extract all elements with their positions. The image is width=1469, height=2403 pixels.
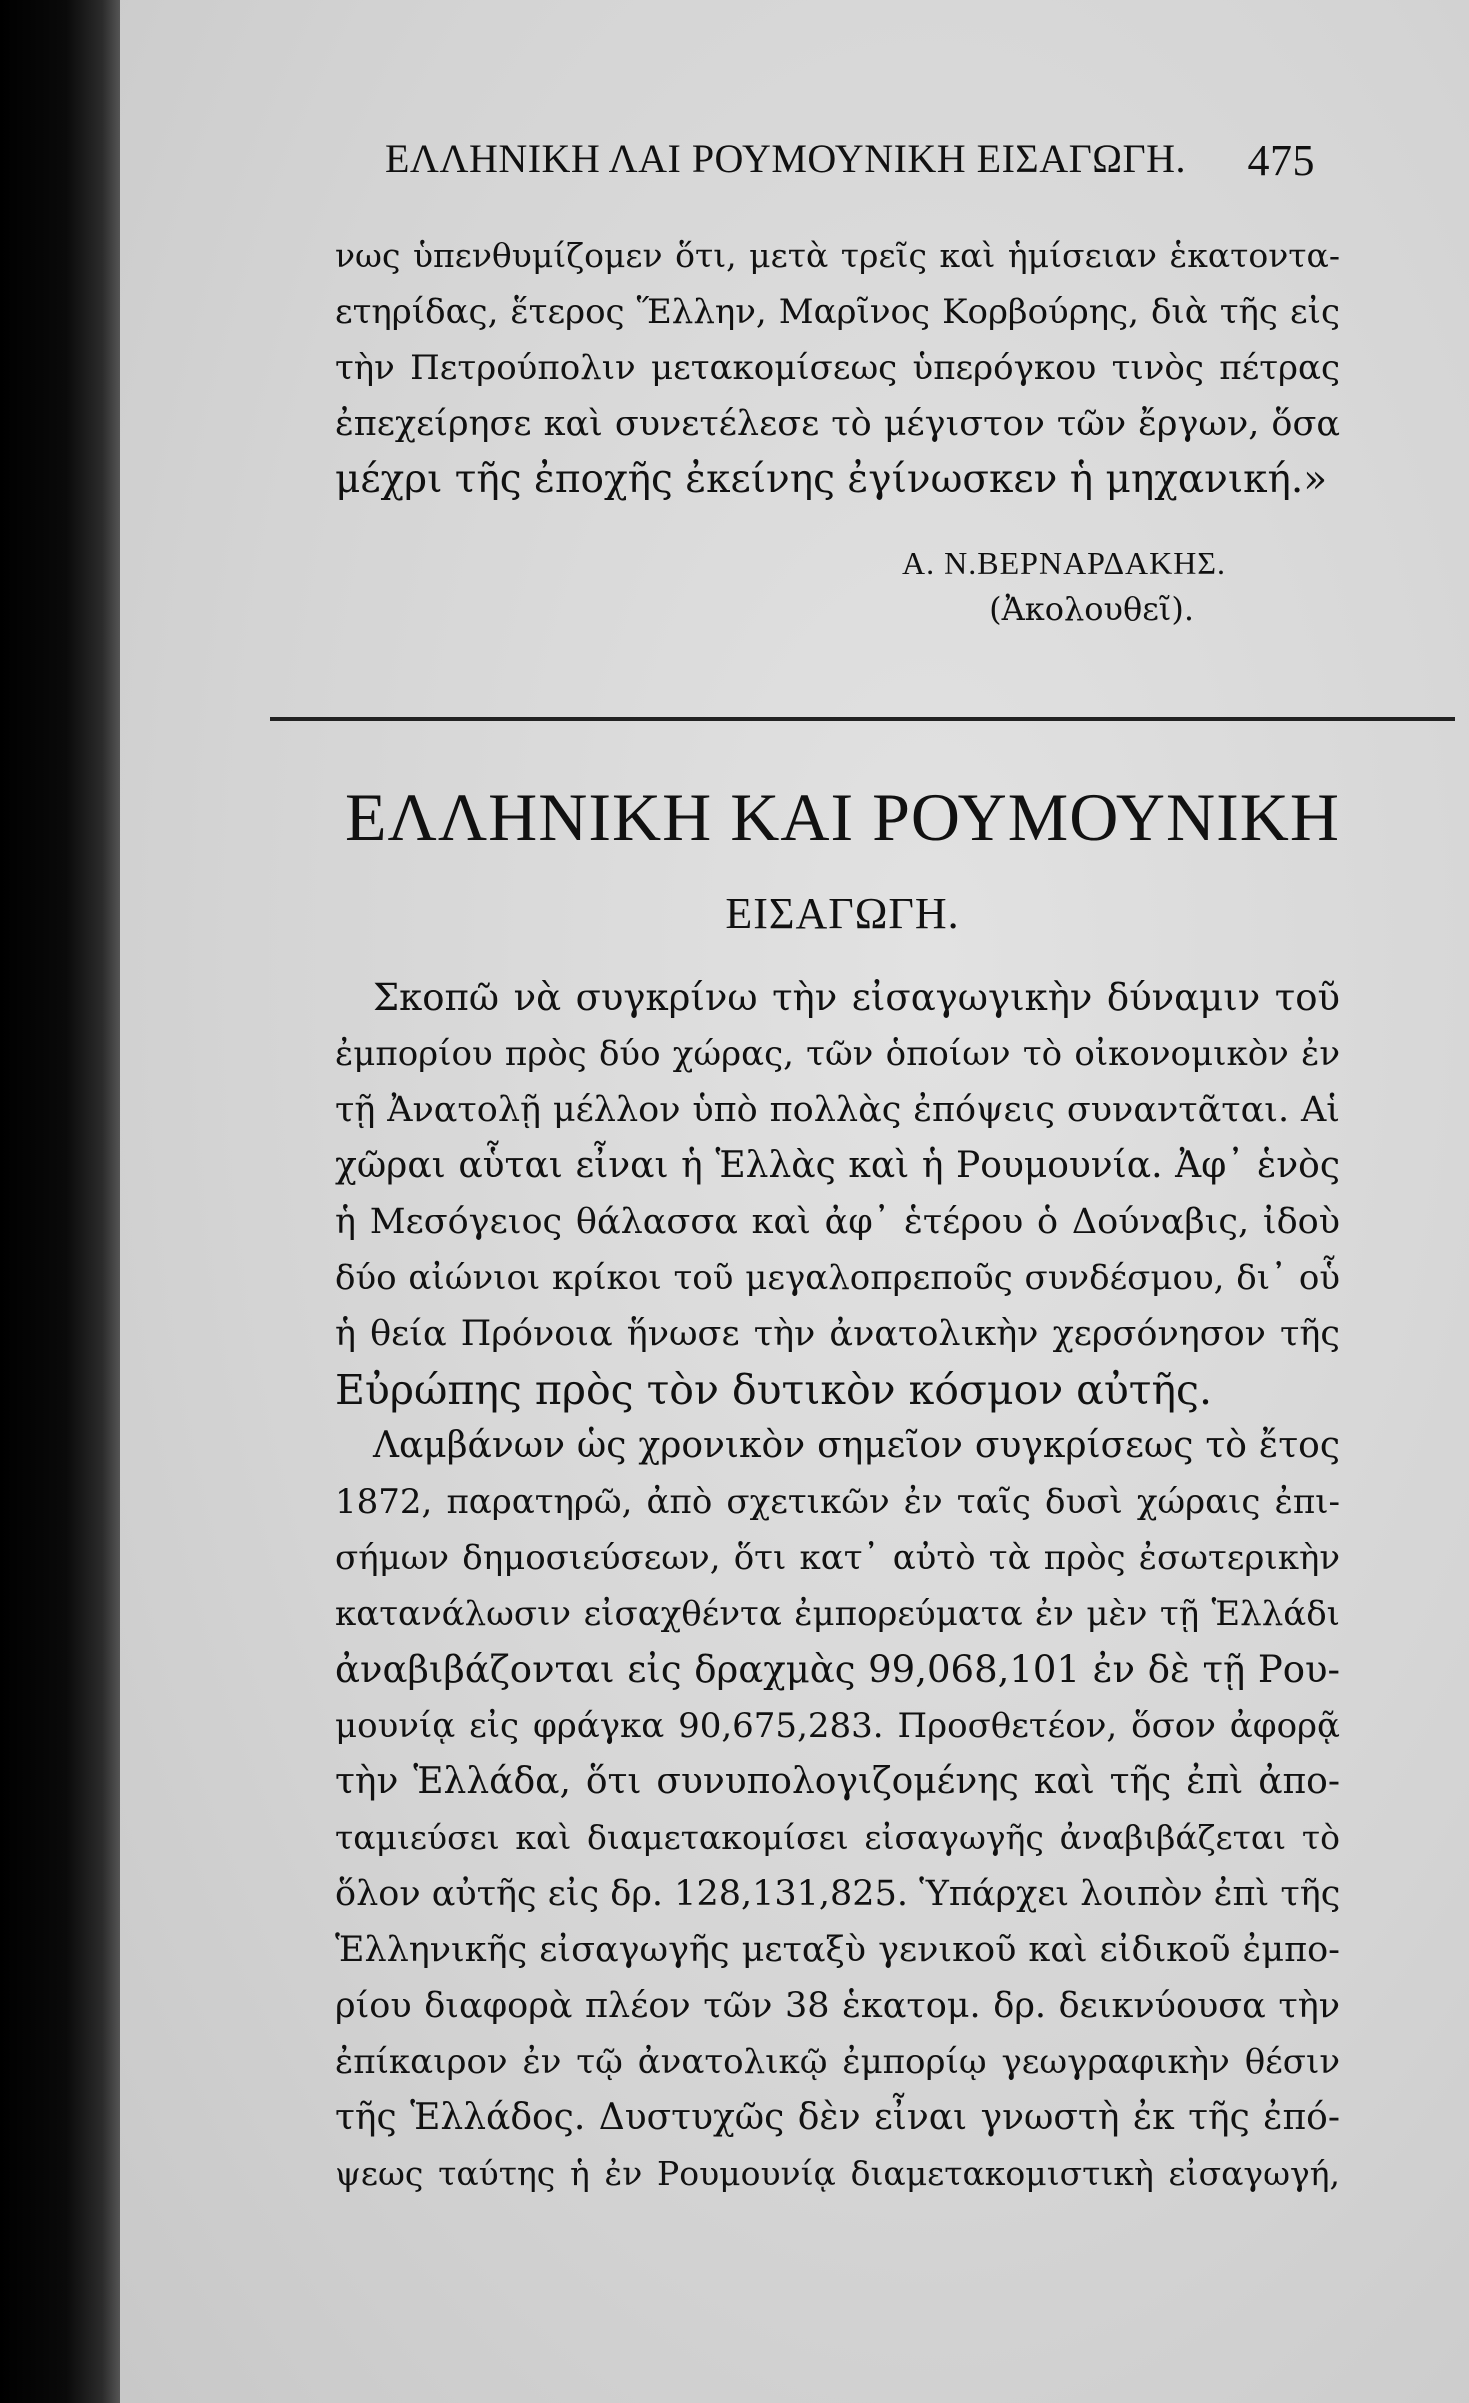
- text-line: ψεως ταύτης ἡ ἐν Ρουμουνίᾳ διαμετακομιστικὴ εἰσαγωγή,: [335, 2154, 1340, 2193]
- book-page: [120, 0, 1469, 2403]
- text-line: ταμιεύσει καὶ διαμετακομίσει εἰσαγωγῆς ἀναβιβάζεται τὸ: [335, 1818, 1340, 1857]
- text-line: τῆς Ἑλλάδος. Δυστυχῶς δὲν εἶναι γνωστὴ ἐκ τῆς ἐπό-: [335, 2097, 1340, 2138]
- text-line: Λαμβάνων ὡς χρονικὸν σημεῖον συγκρίσεως τὸ ἔτος: [373, 1425, 1340, 1466]
- article-paragraph-1: [335, 970, 1340, 1418]
- intro-paragraph: [335, 228, 1340, 508]
- text-line: ετηρίδας, ἕτερος Ἕλλην, Μαρῖνος Κορβούρης, διὰ τῆς εἰς: [335, 292, 1340, 332]
- text-line: σήμων δημοσιεύσεων, ὅτι κατ᾽ αὐτὸ τὰ πρὸς ἐσωτερικὴν: [335, 1538, 1340, 1578]
- article-title: ΕΛΛΗΝΙΚΗ ΚΑΙ ΡΟΥΜΟΥΝΙΚΗ: [345, 779, 1340, 855]
- continued-note: (Ἀκολουθεῖ).: [989, 590, 1194, 628]
- text-line: ἡ θεία Πρόνοια ἥνωσε τὴν ἀνατολικὴν χερσόνησον τῆς: [335, 1314, 1340, 1354]
- running-head: [385, 135, 1315, 195]
- text-line: μουνίᾳ εἰς φράγκα 90,675,283. Προσθετέον, ὅσον ἀφορᾷ: [335, 1706, 1340, 1746]
- text-line: χῶραι αὗται εἶναι ἡ Ἑλλὰς καὶ ἡ Ρουμουνία. Ἀφ᾽ ἑνὸς: [335, 1145, 1340, 1186]
- text-line: 1872, παρατηρῶ, ἀπὸ σχετικῶν ἐν ταῖς δυσὶ χώραις ἐπι-: [335, 1482, 1340, 1522]
- page-number: 475: [1247, 136, 1315, 185]
- text-line: ἐμπορίου πρὸς δύο χώρας, τῶν ὁποίων τὸ οἰκονομικὸν ἐν: [335, 1034, 1340, 1074]
- text-line: Εὐρώπης πρὸς τὸν δυτικὸν κόσμον αὐτῆς.: [335, 1366, 1213, 1414]
- text-line: νως ὑπενθυμίζομεν ὅτι, μετὰ τρεῖς καὶ ἡμίσειαν ἑκατοντα-: [335, 236, 1340, 275]
- text-line: τὴν Πετρούπολιν μετακομίσεως ὑπερόγκου τινὸς πέτρας: [335, 348, 1340, 388]
- text-line: μέχρι τῆς ἐποχῆς ἐκείνης ἐγίνωσκεν ἡ μηχανική.»: [335, 457, 1328, 502]
- book-gutter: [0, 0, 120, 2403]
- text-line: δύο αἰώνιοι κρίκοι τοῦ μεγαλοπρεποῦς συνδέσμου, δι᾽ οὗ: [335, 1258, 1340, 1298]
- text-line: ἐπίκαιρον ἐν τῷ ἀνατολικῷ ἐμπορίῳ γεωγραφικὴν θέσιν: [335, 2042, 1340, 2082]
- text-line: Σκοπῶ νὰ συγκρίνω τὴν εἰσαγωγικὴν δύναμιν τοῦ: [373, 976, 1340, 1019]
- article-subtitle: ΕΙΣΑΓΩΓΗ.: [725, 889, 960, 938]
- text-line: ἐπεχείρησε καὶ συνετέλεσε τὸ μέγιστον τῶν ἔργων, ὅσα: [335, 404, 1340, 444]
- section-divider: [270, 717, 1455, 721]
- text-line: ἡ Μεσόγειος θάλασσα καὶ ἀφ᾽ ἑτέρου ὁ Δούναβις, ἰδοὺ: [335, 1202, 1340, 1242]
- text-line: τὴν Ἑλλάδα, ὅτι συνυπολογιζομένης καὶ τῆς ἐπὶ ἀπο-: [335, 1761, 1340, 1802]
- text-line: κατανάλωσιν εἰσαχθέντα ἐμπορεύματα ἐν μὲν τῇ Ἑλλάδι: [335, 1594, 1340, 1634]
- author-signature: Α. Ν.ΒΕΡΝΑΡΔΑΚΗΣ.: [902, 545, 1226, 581]
- text-line: τῇ Ἀνατολῇ μέλλον ὑπὸ πολλὰς ἐπόψεις συναντᾶται. Αἱ: [335, 1090, 1340, 1130]
- text-line: ρίου διαφορὰ πλέον τῶν 38 ἑκατομ. δρ. δεικνύουσα τὴν: [335, 1986, 1340, 2026]
- text-line: ὅλον αὐτῆς εἰς δρ. 128,131,825. Ὑπάρχει λοιπὸν ἐπὶ τῆς: [335, 1874, 1341, 1914]
- text-line: ἀναβιβάζονται εἰς δραχμὰς 99,068,101 ἐν δὲ τῇ Ρου-: [335, 1648, 1340, 1691]
- text-line: Ἑλληνικῆς εἰσαγωγῆς μεταξὺ γενικοῦ καὶ εἰδικοῦ ἐμπο-: [335, 1930, 1340, 1970]
- running-head-title: ΕΛΛΗΝΙΚΗ ΛΑΙ ΡΟΥΜΟΥΝΙΚΗ ΕΙΣΑΓΩΓΗ.: [385, 136, 1186, 181]
- article-paragraph-2: [335, 1418, 1340, 2202]
